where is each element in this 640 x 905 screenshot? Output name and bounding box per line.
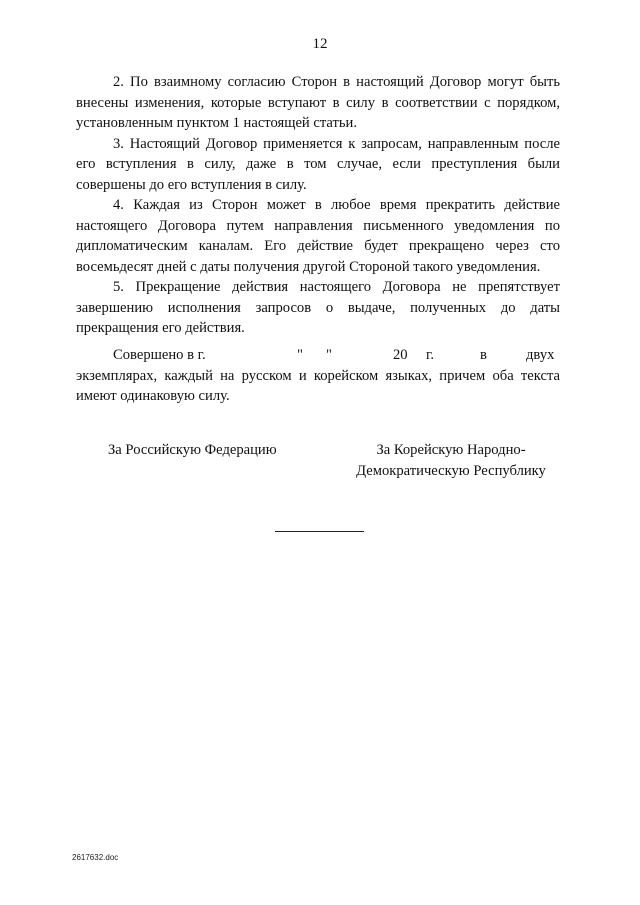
paragraph-5: 5. Прекращение действия настоящего Договора не препятствует завершению исполнения запросов о выдаче, полученных до даты прекращения его действия.: [76, 279, 560, 336]
signature-dprk: [346, 440, 556, 481]
date-quote-open: ": [297, 347, 303, 363]
completion-first-line: [76, 345, 560, 366]
completion-clause: [76, 345, 560, 407]
page-number: 12: [312, 36, 328, 52]
date-quote-close: ": [326, 347, 332, 363]
paragraph-4: 4. Каждая из Сторон может в любое время прекратить действие настоящего Договора путем направления письменного уведомления по дипломатическим каналам. Его действие будет прекращено через сто восемьдесят дней с даты получения другой Стороной такого уведомления.: [76, 197, 560, 275]
two-word: двух: [526, 347, 555, 363]
paragraph-3: 3. Настоящий Договор применяется к запросам, направленным после его вступления в силу, даже в том случае, если преступления были совершены до его вступления в силу.: [76, 135, 560, 193]
signature-russian-federation: За Российскую Федерацию: [108, 442, 277, 458]
year-suffix: г.: [426, 347, 434, 363]
end-divider: [275, 531, 364, 532]
footer-filename: 2617632.doc: [72, 853, 119, 862]
article-body: [76, 72, 560, 339]
in-word: в: [480, 347, 487, 363]
signature-dprk-line1: За Корейскую Народно-: [376, 442, 526, 458]
done-in-label: Совершено в г.: [113, 347, 206, 363]
signature-dprk-line2: Демократическую Республику: [356, 462, 546, 479]
completion-rest: экземплярах, каждый на русском и корейском языках, причем оба текста имеют одинаковую силу.: [76, 367, 560, 404]
year-prefix: 20: [393, 347, 408, 363]
paragraph-2: 2. По взаимному согласию Сторон в настоящий Договор могут быть внесены изменения, которые вступают в силу в соответствии с порядком, установленным пунктом 1 настоящей статьи.: [76, 74, 560, 131]
